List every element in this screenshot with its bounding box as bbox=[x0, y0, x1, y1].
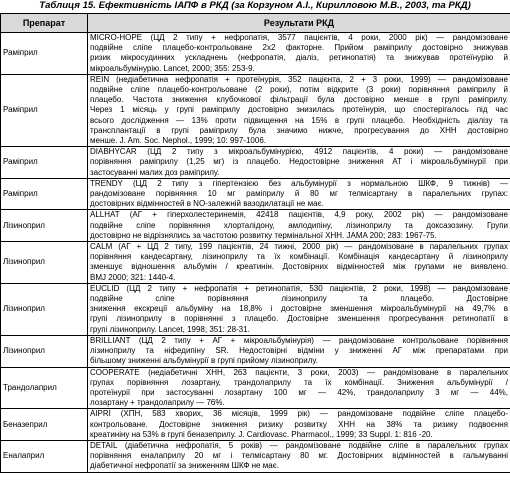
result-text-line: порівняння еналаприлу 20 мг і телмісартану 80 мг. Достовірних відмінностей в гальмуванні bbox=[90, 451, 508, 461]
trial-result-cell bbox=[88, 335, 510, 367]
result-text-line: групах порівняння лозартану, трандолаприлу та їх комбінації. Зниження альбумінурії / bbox=[90, 377, 508, 387]
trial-result-cell bbox=[88, 283, 510, 335]
drug-name-cell: Раміприл bbox=[1, 147, 88, 179]
result-text-line: групі лізиноприлу. Lancet, 1998; 351: 28-31. bbox=[90, 324, 250, 334]
result-text-line: зменшує відношення альбумін / креатинін. Достовірних відмінностей між групами не виявлено. bbox=[90, 262, 508, 272]
table-caption: Таблиця 15. Ефективність ІАПФ в РКД (за Корзуном А.І., Кирилловою М.В., 2003, та РКД) bbox=[39, 0, 471, 11]
table-row bbox=[1, 147, 510, 179]
drug-name-cell: Лізиноприл bbox=[1, 242, 88, 284]
table-row bbox=[1, 178, 510, 210]
result-text-line: ризик мікросудинних ускладнень (нефропатія, діаліз, ретинопатія) та знижував протеїнурію й bbox=[90, 53, 508, 63]
drug-name-cell: Еналаприл bbox=[1, 440, 88, 472]
header-drug: Препарат bbox=[1, 14, 88, 33]
result-text-line: подвійне сліпе плацебо-контрольоване (2 роки), потім відкрите (3 роки) порівняння раміприлу й bbox=[90, 85, 508, 95]
result-text-line: лізиноприлу та ніфедипіну SR. Недостовірні відміни у зниженні АГ між препаратами при bbox=[90, 346, 508, 356]
result-text-line: CALM (АГ + ЦД 2 типу, 199 пацієнтів, 24 тижні, 2000 рік) — рандомізоване в паралельних групах bbox=[90, 242, 508, 252]
drug-name-cell: Беназеприл bbox=[1, 409, 88, 441]
result-text-line: порівняння кандесартану, лізиноприлу та їх комбінації. Комбінація кандесартану й лізиноприлу bbox=[90, 252, 508, 262]
result-text-line: протеїнурії при застосуванні лозартану 100 мг — 42%, трандолаприлу 3 мг — 44%, bbox=[90, 387, 508, 397]
drug-name-cell: Лізиноприл bbox=[1, 335, 88, 367]
drug-name-cell: Раміприл bbox=[1, 178, 88, 210]
table-row bbox=[1, 409, 510, 441]
result-text-line: достовірних відмінностей в NO-залежній вазодилатації не має. bbox=[90, 199, 324, 209]
table-row bbox=[1, 33, 510, 75]
trial-result-cell bbox=[88, 74, 510, 146]
drug-name-cell: Раміприл bbox=[1, 74, 88, 146]
trial-result-cell bbox=[88, 242, 510, 284]
table-row bbox=[1, 440, 510, 472]
result-text-line: COOPERATE (недіабетичні ХНН, 263 пацієнти, 3 роки, 2003) — рандомізоване в паралельних bbox=[90, 367, 508, 377]
trial-result-cell bbox=[88, 440, 510, 472]
trial-result-cell bbox=[88, 147, 510, 179]
result-text-line: DETAIL (діабетична нефропатія, 5 років) — рандомізоване подвійне сліпе в паралельних групах bbox=[90, 440, 508, 450]
result-text-line: Через 1 місяць у групі раміприлу достовірно знизилась протеїнурія, що спостерігалось під час bbox=[90, 105, 508, 115]
result-text-line: BRILLIANT (ЦД 2 типу + АГ + мікроальбумінурія) — рандомізоване контрольоване порівняння bbox=[90, 335, 508, 345]
drug-name-cell: Лізиноприл bbox=[1, 210, 88, 242]
table-header-row bbox=[1, 14, 510, 33]
trial-result-cell bbox=[88, 409, 510, 441]
trial-result-cell bbox=[88, 210, 510, 242]
result-text-line: рандомізоване порівняння 10 мг раміприлу й 80 мг телмісартану в паралельних групах: bbox=[90, 189, 508, 199]
result-text-line: трансплантації в групі раміприлу була значимо нижче, прогресування до ХНН достовірно bbox=[90, 125, 508, 135]
result-text-line: порівняння раміприлу (1,25 мг) із плацебо. Недостовірне зниження АТ і мікроальбумінурії при bbox=[90, 157, 508, 167]
result-text-line: плацебо. Частота зниження клубочкової фільтрації була достовірно менше в групі раміприлу. bbox=[90, 95, 508, 105]
result-text-line: достовірно не відрізнялись за частотою розвитку термінальної ХНН. JAMA 200; 283: 1967-75. bbox=[90, 230, 437, 240]
result-text-line: контрольоване. Достовірне зниження ризику розвитку ХНН на 38% та ризику подвоєння bbox=[90, 419, 508, 429]
result-text-line: ALLHAT (АГ + гіперхолестеринемія, 42418 пацієнтів, 4,9 року, 2002 рік) — рандомізоване bbox=[90, 210, 508, 220]
result-text-line: лозартану + трандолаприлу — 76%. bbox=[90, 398, 225, 408]
result-text-line: EUCLID (ЦД 2 типу + нефропатія + ретинопатія, 530 пацієнтів, 2 роки, 1998) — рандомізоване bbox=[90, 283, 508, 293]
result-text-line: REIN (недіабетична нефропатія + протеїнурія, 352 пацієнта, 2 + 3 роки, 1999) — рандомізоване bbox=[90, 74, 508, 84]
table-row bbox=[1, 335, 510, 367]
result-text-line: BMJ 2000; 321: 1440-4. bbox=[90, 272, 176, 282]
result-text-line: креатиніну на 53% в групі беназеприлу. J. Cardiovasc. Pharmacol., 1999; 33 Suppl. 1: 816 -20. bbox=[90, 429, 433, 439]
result-text-line: TRENDY (ЦД 2 типу з гіпертензією без альбумінурії з нормальною ШКФ, 9 тижнів) — bbox=[90, 178, 508, 188]
trial-result-cell bbox=[88, 33, 510, 75]
trial-result-cell bbox=[88, 178, 510, 210]
table-body bbox=[1, 33, 510, 473]
result-text-line: мікроальбумінурію. Lancet, 2000; 355: 253-9. bbox=[90, 63, 255, 73]
header-results: Результати РКД bbox=[88, 14, 510, 33]
table-row bbox=[1, 283, 510, 335]
result-text-line: застосуванні малих доз раміприлу. bbox=[90, 167, 220, 177]
table-row bbox=[1, 242, 510, 284]
result-text-line: AIPRI (ХПН, 583 хворих, 36 місяців, 1999 рік) — рандомізоване подвійне сліпе плацебо- bbox=[90, 409, 508, 419]
result-text-line: зниження екскреції альбуміну на 18,8% і достовірне зменшення мікроальбумінурії на 49,7% в bbox=[90, 304, 508, 314]
results-table bbox=[0, 13, 510, 473]
result-text-line: DIABHYCAR (ЦД 2 типу з мікроальбумінурією, 4912 пацієнтів, 4 роки) — рандомізоване bbox=[90, 147, 508, 157]
drug-name-cell: Лізиноприл bbox=[1, 283, 88, 335]
result-text-line: групі лізиноприлу в порівнянні з плацебо. Достовірне зменшення прогресування ретинопатії в bbox=[90, 314, 508, 324]
result-text-line: менше. J. Am. Soc. Nephol., 1999; 10: 997-1006. bbox=[90, 136, 266, 146]
table-row bbox=[1, 74, 510, 146]
result-text-line: подвійне сліпе порівняння лізиноприлу та плацебо. Достовірне bbox=[90, 294, 508, 304]
result-text-line: більшому зниженні альбумінурії в групі прийому лізиноприлу. bbox=[90, 356, 318, 366]
result-text-line: подвійне сліпе порівняння хлорталідону, амлодипіну, лізиноприлу та доксазозину. Групи bbox=[90, 220, 508, 230]
result-text-line: всього дослідження — 13% проти підвищення на 15% в групі плацебо. Необхідність діалізу та bbox=[90, 115, 508, 125]
result-text-line: подвійне сліпе плацебо-контрольоване 2х2 факторне. Прийом раміприлу достовірно знижував bbox=[90, 43, 508, 53]
table-row bbox=[1, 367, 510, 409]
trial-result-cell bbox=[88, 367, 510, 409]
table-row bbox=[1, 210, 510, 242]
drug-name-cell: Раміприл bbox=[1, 33, 88, 75]
result-text-line: діабетичної нефропатії за зниженням ШКФ не має. bbox=[90, 461, 279, 471]
result-text-line: MICRO-HOPE (ЦД 2 типу + нефропатія, 3577 пацієнтів, 4 роки, 2000 рік) — рандомізоване bbox=[90, 33, 508, 42]
drug-name-cell: Трандолаприл bbox=[1, 367, 88, 409]
